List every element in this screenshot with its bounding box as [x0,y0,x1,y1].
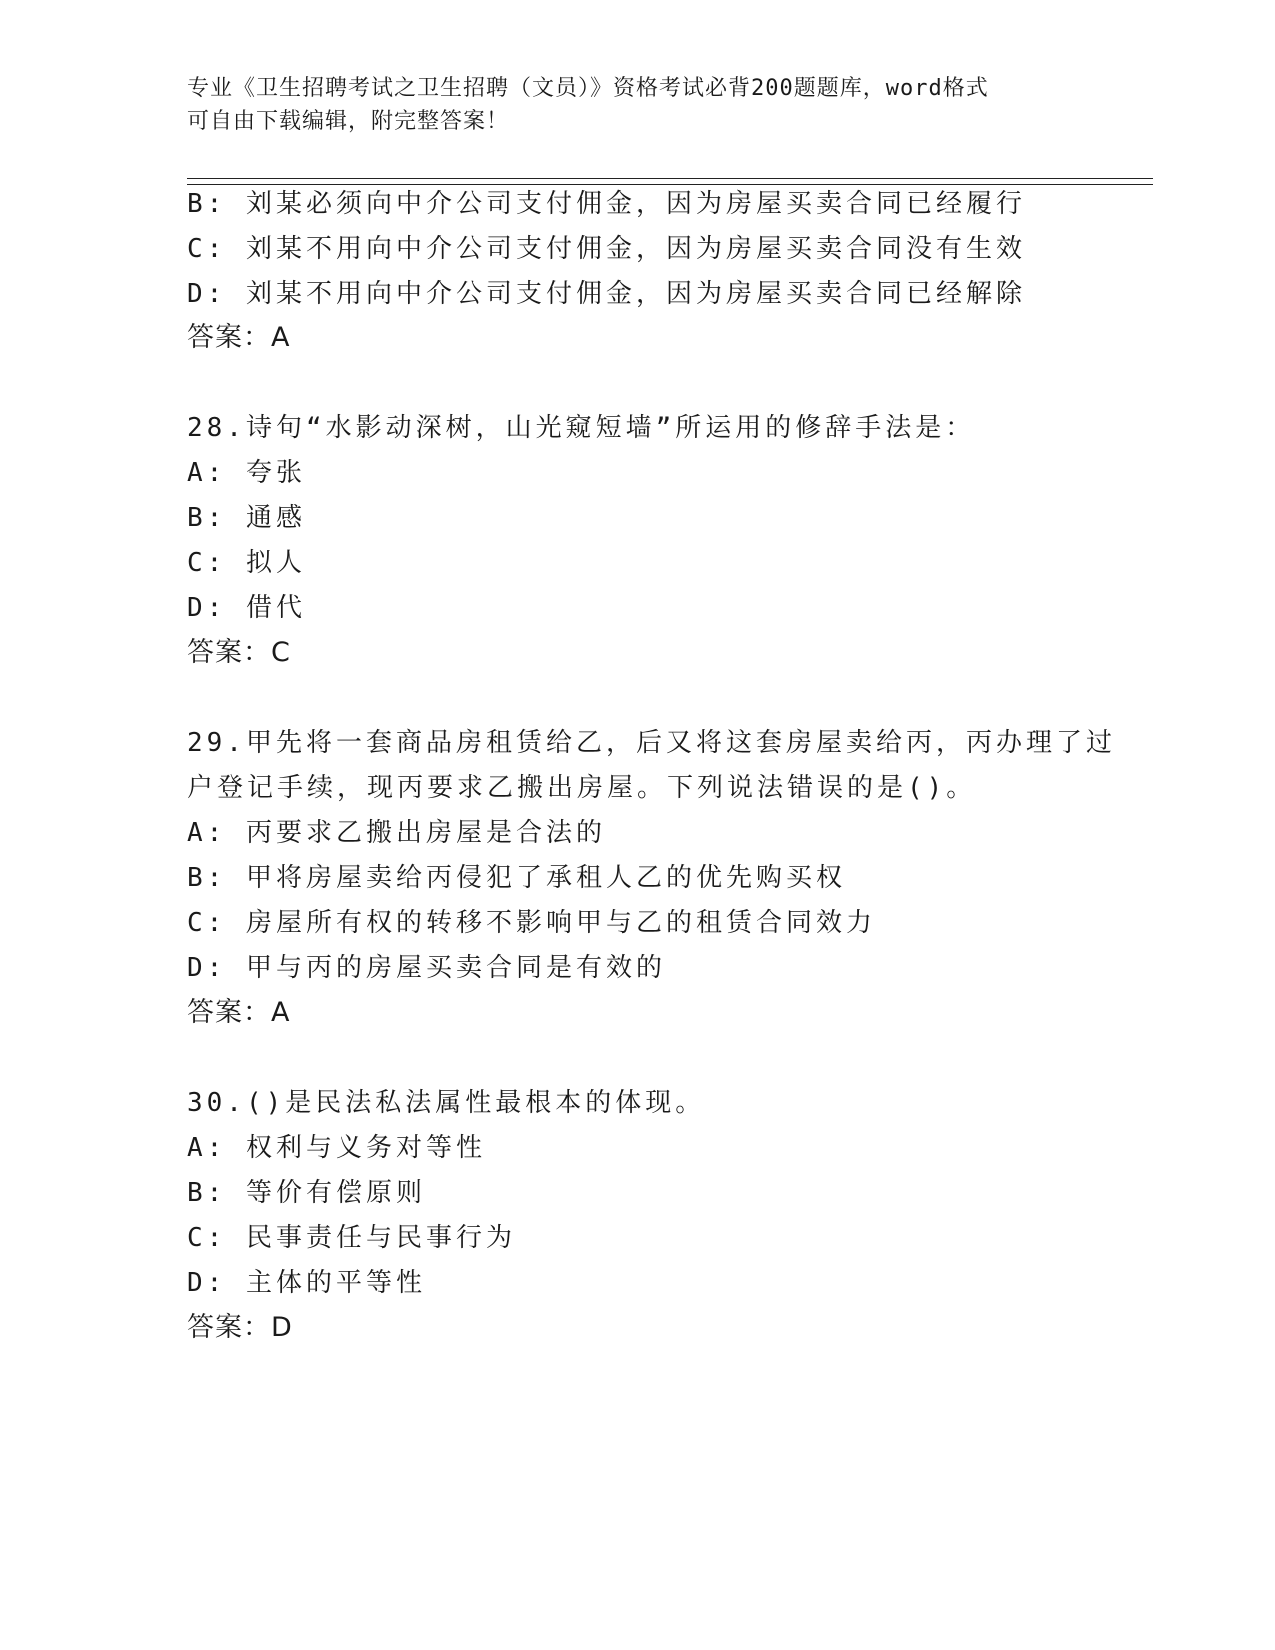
q29-option-d: D: 甲与丙的房屋买卖合同是有效的 [187,953,666,983]
q28-option-d: D: 借代 [187,593,306,623]
q28-answer: 答案：C [187,637,291,668]
q27-option-b: B: 刘某必须向中介公司支付佣金，因为房屋买卖合同已经履行 [187,189,1026,219]
header-line-1: 专业《卫生招聘考试之卫生招聘（文员）》资格考试必背200题题库，word格式 [187,76,989,101]
q30-option-a: A: 权利与义务对等性 [187,1133,486,1163]
q29-option-a: A: 丙要求乙搬出房屋是合法的 [187,818,606,848]
q28-option-a: A: 夸张 [187,458,306,488]
q30-option-d: D: 主体的平等性 [187,1268,426,1298]
q27-option-d: D: 刘某不用向中介公司支付佣金，因为房屋买卖合同已经解除 [187,279,1026,309]
header-divider-bottom [187,184,1153,185]
q28-question: 28.诗句“水影动深树，山光窥短墙”所运用的修辞手法是： [187,413,976,443]
header-line-2: 可自由下载编辑，附完整答案！ [187,109,510,134]
q30-option-b: B: 等价有偿原则 [187,1178,426,1208]
q30-question: 30.()是民法私法属性最根本的体现。 [187,1088,706,1118]
q29-option-b: B: 甲将房屋卖给丙侵犯了承租人乙的优先购买权 [187,863,846,893]
q28-option-c: C: 拟人 [187,548,306,578]
header-divider-top [187,178,1153,179]
q29-question-line-1: 29.甲先将一套商品房租赁给乙，后又将这套房屋卖给丙，丙办理了过 [187,728,1116,758]
q29-answer: 答案：A [187,997,291,1028]
q27-answer: 答案：A [187,322,291,353]
q30-answer: 答案：D [187,1312,293,1343]
q29-question-line-2: 户登记手续，现丙要求乙搬出房屋。下列说法错误的是()。 [187,773,977,803]
document-header [187,72,1067,138]
q30-option-c: C: 民事责任与民事行为 [187,1223,516,1253]
q28-option-b: B: 通感 [187,503,306,533]
q29-option-c: C: 房屋所有权的转移不影响甲与乙的租赁合同效力 [187,908,876,938]
q27-option-c: C: 刘某不用向中介公司支付佣金，因为房屋买卖合同没有生效 [187,234,1026,264]
